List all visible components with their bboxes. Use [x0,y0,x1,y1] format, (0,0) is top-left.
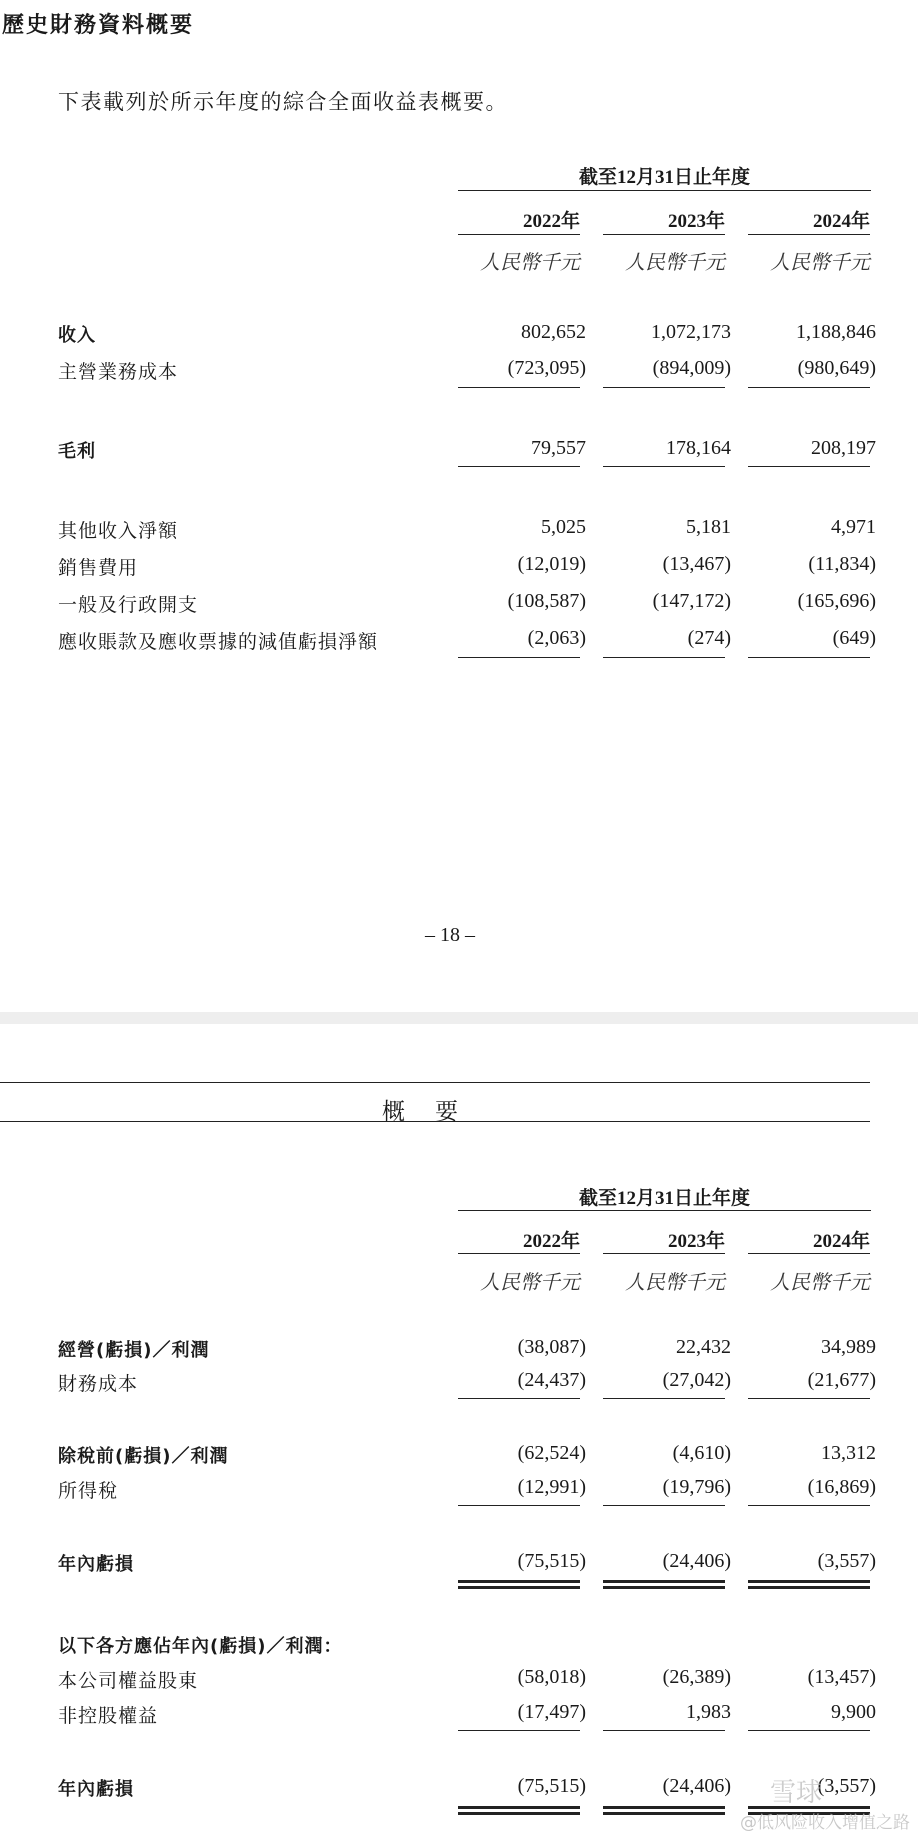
value-2022: (58,018) [517,1666,586,1688]
table-row [0,357,918,389]
value-2024: 208,197 [811,437,876,459]
section-title: 歷史財務資料概要 [2,13,195,38]
intro-text: 下表載列於所示年度的綜合全面收益表概要。 [58,90,508,114]
value-2024: (13,457) [807,1666,876,1688]
value-2023: (24,406) [662,1775,731,1797]
subtotal-rule [603,1505,725,1506]
table-row [0,321,918,353]
banner-bottom-rule [0,1121,870,1122]
value-2023: (19,796) [662,1476,731,1498]
row-label: 財務成本 [58,1373,139,1395]
row-label: 毛利 [58,441,96,462]
row-label: 除稅前(虧損)／利潤 [58,1446,229,1467]
year-rule [458,1253,580,1254]
value-2024: (165,696) [797,590,876,612]
subtotal-rule [748,1398,870,1399]
page-number: – 18 – [425,924,475,946]
watermark-text: @低风险收入增值之路 [740,1813,910,1833]
row-label: 年內虧損 [58,1779,134,1800]
row-label: 以下各方應佔年內(虧損)／利潤： [58,1636,343,1657]
row-label: 收入 [58,325,96,346]
value-2022: (75,515) [517,1775,586,1797]
value-2023: 1,072,173 [651,321,731,343]
value-2022: 5,025 [541,516,586,538]
row-label: 主營業務成本 [58,361,179,383]
total-double-rule [458,1580,580,1589]
value-2023: (894,009) [652,357,731,379]
subtotal-rule [748,387,870,388]
value-2022: (17,497) [517,1701,586,1723]
row-label: 經營(虧損)／利潤 [58,1340,210,1361]
value-2024: (3,557) [817,1775,876,1797]
value-2022: 79,557 [531,437,586,459]
unit-label: 人民幣千元 [770,1272,870,1294]
value-2022: (12,991) [517,1476,586,1498]
value-2022: (12,019) [517,553,586,575]
year-2023: 2023年 [667,1231,725,1252]
value-2024: (21,677) [807,1369,876,1391]
unit-label: 人民幣千元 [770,252,870,274]
year-rule [748,234,870,235]
table-row [0,627,918,659]
subtotal-rule [603,1398,725,1399]
subtotal-rule [458,466,580,467]
value-2024: 1,188,846 [796,321,876,343]
value-2022: (2,063) [527,627,586,649]
value-2023: 5,181 [686,516,731,538]
subtotal-rule [603,1730,725,1731]
year-2024: 2024年 [812,1231,870,1252]
unit-label: 人民幣千元 [625,1272,725,1294]
value-2024: 13,312 [821,1442,876,1464]
value-2023: (274) [687,627,731,649]
value-2024: 4,971 [831,516,876,538]
value-2023: 178,164 [666,437,731,459]
row-label: 年內虧損 [58,1554,134,1575]
subtotal-rule [748,1730,870,1731]
value-2023: 22,432 [676,1336,731,1358]
row-label: 其他收入淨額 [58,520,179,542]
table-row [0,1369,918,1401]
value-2023: (24,406) [662,1550,731,1572]
year-2023: 2023年 [667,211,725,232]
table-row [0,1701,918,1733]
total-double-rule [748,1580,870,1589]
table-row [0,553,918,585]
value-2024: (16,869) [807,1476,876,1498]
year-rule [748,1253,870,1254]
value-2023: (26,389) [662,1666,731,1688]
page-gap [0,1012,918,1024]
period-rule [458,190,871,191]
value-2024: (3,557) [817,1550,876,1572]
row-label: 一般及行政開支 [58,594,199,616]
year-rule [603,1253,725,1254]
table-row [0,1336,918,1368]
total-double-rule [458,1806,580,1815]
value-2022: (75,515) [517,1550,586,1572]
value-2023: (147,172) [652,590,731,612]
value-2023: (27,042) [662,1369,731,1391]
table-row [0,1476,918,1508]
year-2024: 2024年 [812,211,870,232]
subtotal-rule [748,466,870,467]
value-2024: (649) [832,627,876,649]
subtotal-rule [748,657,870,658]
value-2022: (24,437) [517,1369,586,1391]
row-label: 應收賬款及應收票據的減值虧損淨額 [58,631,379,653]
subtotal-rule [458,1398,580,1399]
table-row [0,590,918,622]
table-row [0,437,918,469]
total-double-rule [603,1806,725,1815]
value-2023: 1,983 [686,1701,731,1723]
value-2022: (38,087) [517,1336,586,1358]
row-label: 銷售費用 [58,557,139,579]
unit-label: 人民幣千元 [480,1272,580,1294]
table-row [0,1632,918,1664]
value-2024: (11,834) [808,553,876,575]
table-row [0,1550,918,1582]
subtotal-rule [603,466,725,467]
subtotal-rule [458,1730,580,1731]
subtotal-rule [603,387,725,388]
value-2024: 9,900 [831,1701,876,1723]
row-label: 非控股權益 [58,1705,159,1727]
unit-label: 人民幣千元 [625,252,725,274]
value-2024: 34,989 [821,1336,876,1358]
banner-title: 概要 [382,1099,488,1125]
value-2022: (62,524) [517,1442,586,1464]
year-2022: 2022年 [522,211,580,232]
subtotal-rule [748,1505,870,1506]
period-rule [458,1210,871,1211]
subtotal-rule [603,657,725,658]
value-2024: (980,649) [797,357,876,379]
row-label: 所得稅 [58,1480,119,1502]
year-2022: 2022年 [522,1231,580,1252]
subtotal-rule [458,1505,580,1506]
year-rule [458,234,580,235]
table-row [0,1442,918,1474]
unit-label: 人民幣千元 [480,252,580,274]
value-2022: (108,587) [507,590,586,612]
period-header: 截至12月31日止年度 [578,167,750,188]
table-row [0,1666,918,1698]
value-2022: (723,095) [507,357,586,379]
total-double-rule [603,1580,725,1589]
value-2023: (13,467) [662,553,731,575]
value-2023: (4,610) [672,1442,731,1464]
banner-top-rule [0,1082,870,1083]
year-rule [603,234,725,235]
row-label: 本公司權益股東 [58,1670,199,1692]
value-2022: 802,652 [521,321,586,343]
subtotal-rule [458,387,580,388]
table-row [0,516,918,548]
subtotal-rule [458,657,580,658]
watermark-logo: 雪球 [770,1778,823,1808]
period-header: 截至12月31日止年度 [578,1188,750,1209]
